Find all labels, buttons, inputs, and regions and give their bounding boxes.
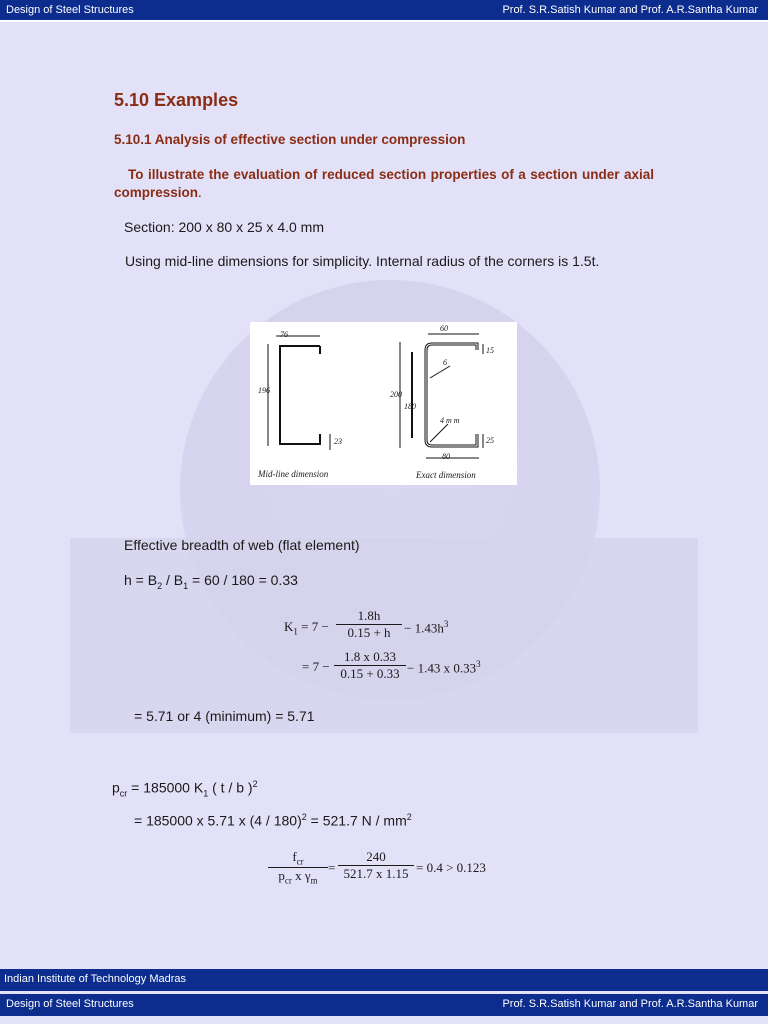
k1-lhs (284, 619, 329, 637)
ratio-num-sub: cr (296, 856, 304, 867)
header-course: Design of Steel Structures (6, 4, 134, 16)
footer-authors: Prof. S.R.Satish Kumar and Prof. A.R.Santha Kumar (502, 998, 758, 1010)
intro-bold: To illustrate the evaluation of reduced section properties of a section under axial compression (114, 167, 654, 200)
subsection-title: 5.10.1 Analysis of effective section under compression (114, 132, 466, 147)
k1-lhs-k: K (284, 619, 294, 634)
h-eq-c: = 60 / 180 = 0.33 (188, 572, 298, 588)
pcr-sup: 2 (252, 779, 258, 789)
k1-tail2 (407, 659, 481, 676)
pcr-sub: cr (119, 788, 128, 799)
pcr-val-b: = 521.7 N / mm (306, 812, 407, 829)
fig-right-caption: Exact dimension (416, 470, 476, 480)
k1-lhs-eq: = 7 − (297, 619, 329, 634)
fig-right-lipbottom-dim: 25 (486, 436, 494, 445)
section-figure (250, 322, 517, 485)
h-eq-sub2: 2 (157, 580, 163, 591)
fig-right-bottom-dim: 80 (442, 452, 450, 461)
pcr-k-sub: 1 (203, 788, 209, 799)
section-line: Section: 200 x 80 x 25 x 4.0 mm (124, 219, 324, 235)
ratio-den-rest: x γ (291, 867, 311, 883)
pcr-val-sup: 2 (301, 812, 307, 822)
pcr-val-sup2: 2 (406, 812, 412, 822)
k1-tail1-sup: 3 (443, 619, 449, 629)
k1-lhs-sub: 1 (293, 626, 298, 637)
pcr-rest: = 185000 K (127, 779, 204, 796)
ratio-num2: 240 (366, 849, 386, 864)
ratio-num-f: f (292, 849, 297, 864)
ratio-fraction2 (338, 849, 414, 882)
ratio-fraction1 (268, 849, 328, 885)
footer-bar (0, 994, 768, 1016)
fig-left-height-dim: 196 (258, 386, 270, 395)
footer-institute: Indian Institute of Technology Madras (4, 973, 187, 985)
ratio-result: = 0.4 > 0.123 (416, 860, 486, 875)
fig-right-height-dim: 200 (390, 390, 402, 399)
web-heading: Effective breadth of web (flat element) (124, 537, 360, 553)
k1-eq2: = 7 − (302, 659, 330, 674)
header-bar (0, 0, 768, 22)
section-title: 5.10 Examples (114, 90, 239, 110)
k1-tail2-sup: 3 (476, 659, 481, 669)
intro-paragraph (114, 166, 654, 202)
ratio-den1 (268, 867, 328, 886)
pcr-p: p (112, 779, 120, 796)
h-eq-b: / B (162, 572, 184, 588)
k1-result: = 5.71 or 4 (minimum) = 5.71 (134, 708, 315, 724)
ratio-den-sub: cr (284, 875, 292, 886)
footer-institute-bar (0, 969, 768, 991)
ratio-den-m: m (310, 875, 318, 886)
fig-left-caption: Mid-line dimension (258, 469, 329, 479)
h-equation (124, 572, 298, 591)
ratio-num1 (268, 849, 328, 867)
k1-fraction2 (334, 649, 406, 682)
intro-tail: . (198, 185, 202, 200)
section-figure-svg (250, 322, 517, 485)
k1-den2: 0.15 + 0.33 (334, 665, 406, 682)
fig-right-flat-dim: 180 (404, 402, 416, 411)
k1-tail1 (404, 619, 448, 636)
pcr-value (134, 812, 412, 829)
h-eq-sub1: 1 (183, 580, 189, 591)
pcr-val-a: = 185000 x 5.71 x (4 / 180) (134, 812, 302, 829)
ratio-eq: = (328, 860, 336, 875)
k1-num1: 1.8h (357, 608, 381, 623)
fig-right-radius-dim: 6 (443, 358, 447, 367)
k1-tail1-text: − 1.43h (404, 620, 444, 636)
header-authors: Prof. S.R.Satish Kumar and Prof. A.R.Santha Kumar (502, 4, 758, 16)
k1-den1: 0.15 + h (336, 624, 402, 641)
footer-course: Design of Steel Structures (6, 998, 134, 1010)
fig-left-lip-dim: 23 (334, 437, 342, 446)
k1-num2: 1.8 x 0.33 (344, 649, 396, 664)
fig-right-top-dim: 60 (440, 324, 448, 333)
ratio-den-p: p (278, 867, 285, 883)
midline-line: Using mid-line dimensions for simplicity. Internal radius of the corners is 1.5t. (125, 253, 600, 269)
pcr-rest2: ( t / b ) (208, 779, 253, 796)
k1-fraction1 (336, 608, 402, 641)
fig-right-thickness-dim: 4 m m (440, 416, 460, 425)
pcr-equation (112, 779, 258, 798)
k1-tail2-text: − 1.43 x 0.33 (407, 660, 477, 676)
ratio-den2: 521.7 x 1.15 (338, 865, 414, 882)
fig-left-top-dim: 76 (280, 330, 288, 339)
h-eq-a: h = B (124, 572, 158, 588)
fig-right-liptop-dim: 15 (486, 346, 494, 355)
